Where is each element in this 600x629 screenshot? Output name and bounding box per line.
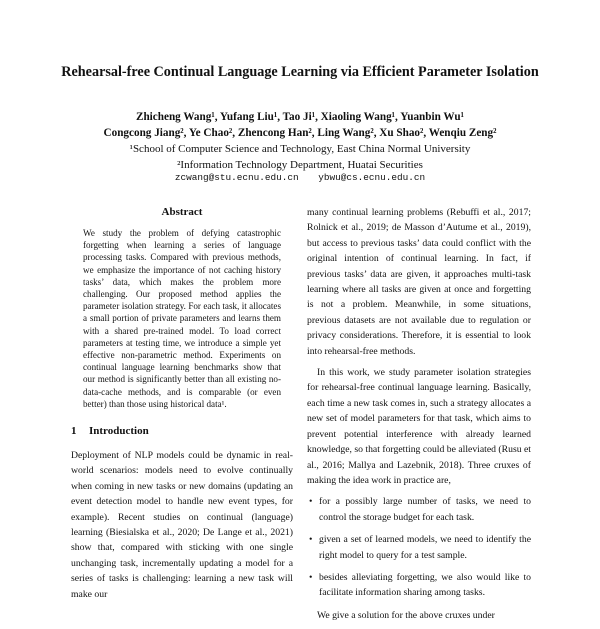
body-paragraph-2: In this work, we study parameter isolation strategies for rehearsal-free continual language learning. Basically, each time a new task comes in, such a strategy allocates a new set of model parameters for that task, which aims to prevent potential interference with already learned knowledge, so that forgetting could be alleviated (Rusu et al., 2016; Mallya and Lazebnik, 2018). Three cruxes of making the idea work in practice are, xyxy=(307,367,531,486)
author-line-1: Zhicheng Wang¹, Yufang Liu¹, Tao Ji¹, Xiaoling Wang¹, Yuanbin Wu¹ xyxy=(136,111,464,123)
paper-title: Rehearsal-free Continual Language Learning via Efficient Parameter Isolation xyxy=(61,64,539,80)
section-number: 1 xyxy=(71,425,77,438)
section-title: Introduction xyxy=(89,425,149,438)
affiliation-list xyxy=(60,141,540,173)
bullet-icon: • xyxy=(309,496,313,508)
list-item-text: for a possibly large number of tasks, we need to control the storage budget for each task. xyxy=(319,496,531,523)
right-column xyxy=(307,205,531,629)
author-line-2: Congcong Jiang², Ye Chao², Zhencong Han², Ling Wang², Xu Shao², Wenqiu Zeng² xyxy=(103,127,497,139)
affiliation-1: ¹School of Computer Science and Technology, East China Normal University xyxy=(129,143,471,155)
introduction-paragraph: Deployment of NLP models could be dynamic in real-world scenarios: models need to evolve continually when coming in new tasks or new domains (updating an event detection model to handle new event types, for example). Recent studies on continual (language) learning (Biesialska et al., 2020; De Lange et al., 2021) show that, compared with sticking with one single unchanging task, incrementally updating a model for a series of tasks is challenging: learning a new task will make our xyxy=(71,450,293,600)
affiliation-2: ²Information Technology Department, Huatai Securities xyxy=(177,159,423,171)
list-item-text: besides alleviating forgetting, we also would like to facilitate information sharing among tasks. xyxy=(319,571,531,599)
cruxes-list xyxy=(307,494,531,600)
section-heading-introduction xyxy=(71,424,293,438)
list-item xyxy=(307,494,531,525)
body-paragraph-3: We give a solution for the above cruxes under xyxy=(317,609,495,621)
body-paragraph-1: many continual learning problems (Rebuffi et al., 2017; Rolnick et al., 2019; de Masson d’Autume et al., 2019), but access to previous tasks’ data could conflict with the original intention of continual learning. In fact, if previous tasks’ data are given, it approaches multi-task learning where all tasks are given at once and forgetting is not a problem. Meanwhile, in some situations, previous datasets are not available due to regulation or privacy considerations. Therefore, it is essential to look into rehearsal-free methods. xyxy=(307,207,531,357)
author-emails xyxy=(60,172,540,184)
bullet-icon: • xyxy=(309,571,313,583)
list-item xyxy=(307,532,531,563)
list-item-text: given a set of learned models, we need to identify the right model to query for a test sample. xyxy=(319,534,531,561)
abstract-heading: Abstract xyxy=(161,206,203,218)
author-list xyxy=(60,109,540,141)
bullet-icon: • xyxy=(309,534,313,546)
email-2: ybwu@cs.ecnu.edu.cn xyxy=(318,172,426,183)
email-1: zcwang@stu.ecnu.edu.cn xyxy=(174,172,299,183)
left-column xyxy=(71,205,293,602)
list-item xyxy=(307,570,531,601)
abstract-text: We study the problem of defying catastrophic forgetting when learning a series of language processing tasks. Compared with previous methods, we emphasize the importance of not caching history tasks’ data, which makes the problem more challenging. Our proposed method applies the parameter isolation strategy. For each task, it allocates a small portion of private parameters and learns them with a shared pre-trained model. To load correct parameters at testing time, we introduce a simple yet effective non-parametric method. Experiments on continual language learning benchmarks show that our method is significantly better than all existing no-data-cache methods, and is comparable (or even better) than those using historical data¹. xyxy=(83,228,281,409)
